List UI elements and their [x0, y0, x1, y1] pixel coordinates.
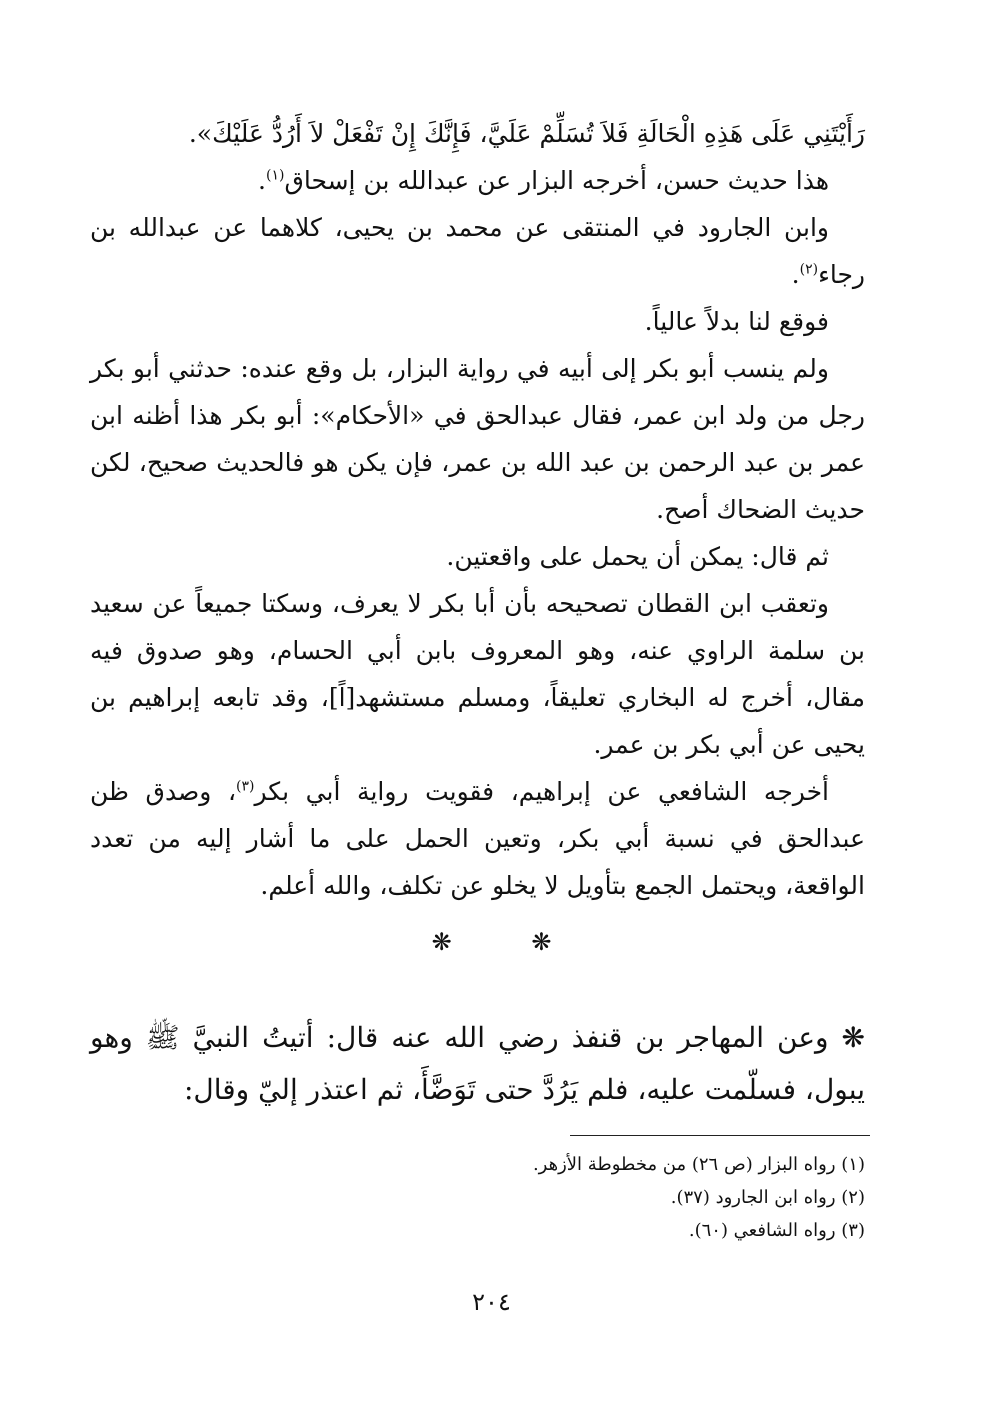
footnotes [90, 1148, 865, 1247]
footnote-ref[interactable]: (١) [265, 167, 285, 184]
paragraph-text: هذا حديث حسن، أخرجه البزار عن عبدالله بن إسحاق [284, 166, 829, 195]
paragraph [90, 157, 865, 204]
footnote-separator [570, 1135, 870, 1136]
paragraph [90, 768, 865, 909]
paragraph-text: وابن الجارود في المنتقى عن محمد بن يحيى، كلاهما عن عبدالله بن رجاء [90, 213, 865, 289]
paragraph: فوقع لنا بدلاً عالياً. [644, 307, 829, 336]
paragraph: ثم قال: يمكن أن يحمل على واقعتين. [446, 542, 829, 571]
paragraph: ولم ينسب أبو بكر إلى أبيه في رواية البزار، بل وقع عنده: حدثني أبو بكر رجل من ولد ابن عمر، فقال عبدالحق في «الأحكام»: أبو بكر هذا أظنه ابن عمر بن عبد الرحمن بن عبد الله بن عمر، فإن يكن هو فالحديث صحيح، لكن حديث الضحاك أصح. [90, 354, 865, 524]
footnote: (٣) رواه الشافعي (٦٠). [688, 1220, 865, 1241]
paragraph: وتعقب ابن القطان تصحيحه بأن أبا بكر لا يعرف، وسكتا جميعاً عن سعيد بن سلمة الراوي عنه، وهو المعروف بابن أبي الحسام، وهو صدوق فيه مقال، أخرج له البخاري تعليقاً، ومسلم مستشهد[اً]، وقد تابعه إبراهيم بن يحيى عن أبي بكر بن عمر. [90, 589, 865, 759]
footnote: (١) رواه البزار (ص ٢٦) من مخطوطة الأزهر. [532, 1154, 865, 1175]
paragraph-end: . [258, 166, 266, 195]
hadith-ending: رَأَيْتَنِي عَلَى هَذِهِ الْحَالَةِ فَلاَ تُسَلِّمْ عَلَيَّ، فَإِنَّكَ إِنْ تَفْعَلْ لاَ أَرُدُّ عَلَيْكَ». [188, 119, 865, 148]
paragraph-text: أخرجه الشافعي عن إبراهيم، فقويت رواية أبي بكر [254, 777, 829, 806]
paragraph-end: . [791, 260, 800, 289]
main-text [90, 110, 865, 909]
paragraph-text: ، وصدق ظن عبدالحق في نسبة أبي بكر، وتعين الحمل على ما أشار إليه من تعدد الواقعة، ويحتمل الجمع بتأويل لا يخلو عن تكلف، والله أعلم. [90, 777, 865, 900]
footnote-ref[interactable]: (٣) [236, 778, 255, 795]
footnote: (٢) رواه ابن الجارود (٣٧). [670, 1187, 865, 1208]
paragraph [90, 204, 865, 298]
new-hadith [90, 1012, 865, 1116]
star-icon: ❋ [531, 928, 552, 956]
hadith-text: ❋ وعن المهاجر بن قنفذ رضي الله عنه قال: أتيتُ النبيَّ ﷺ وهو يبول، فسلّمت عليه، فلم يَرُدَّ حتى تَوَضَّأَ، ثم اعتذر إليّ وقال: [90, 1021, 865, 1106]
page-number: ٢٠٤ [472, 1288, 511, 1316]
star-icon: ❋ [431, 928, 452, 956]
section-divider [0, 928, 983, 956]
footnote-ref[interactable]: (٢) [799, 261, 819, 278]
